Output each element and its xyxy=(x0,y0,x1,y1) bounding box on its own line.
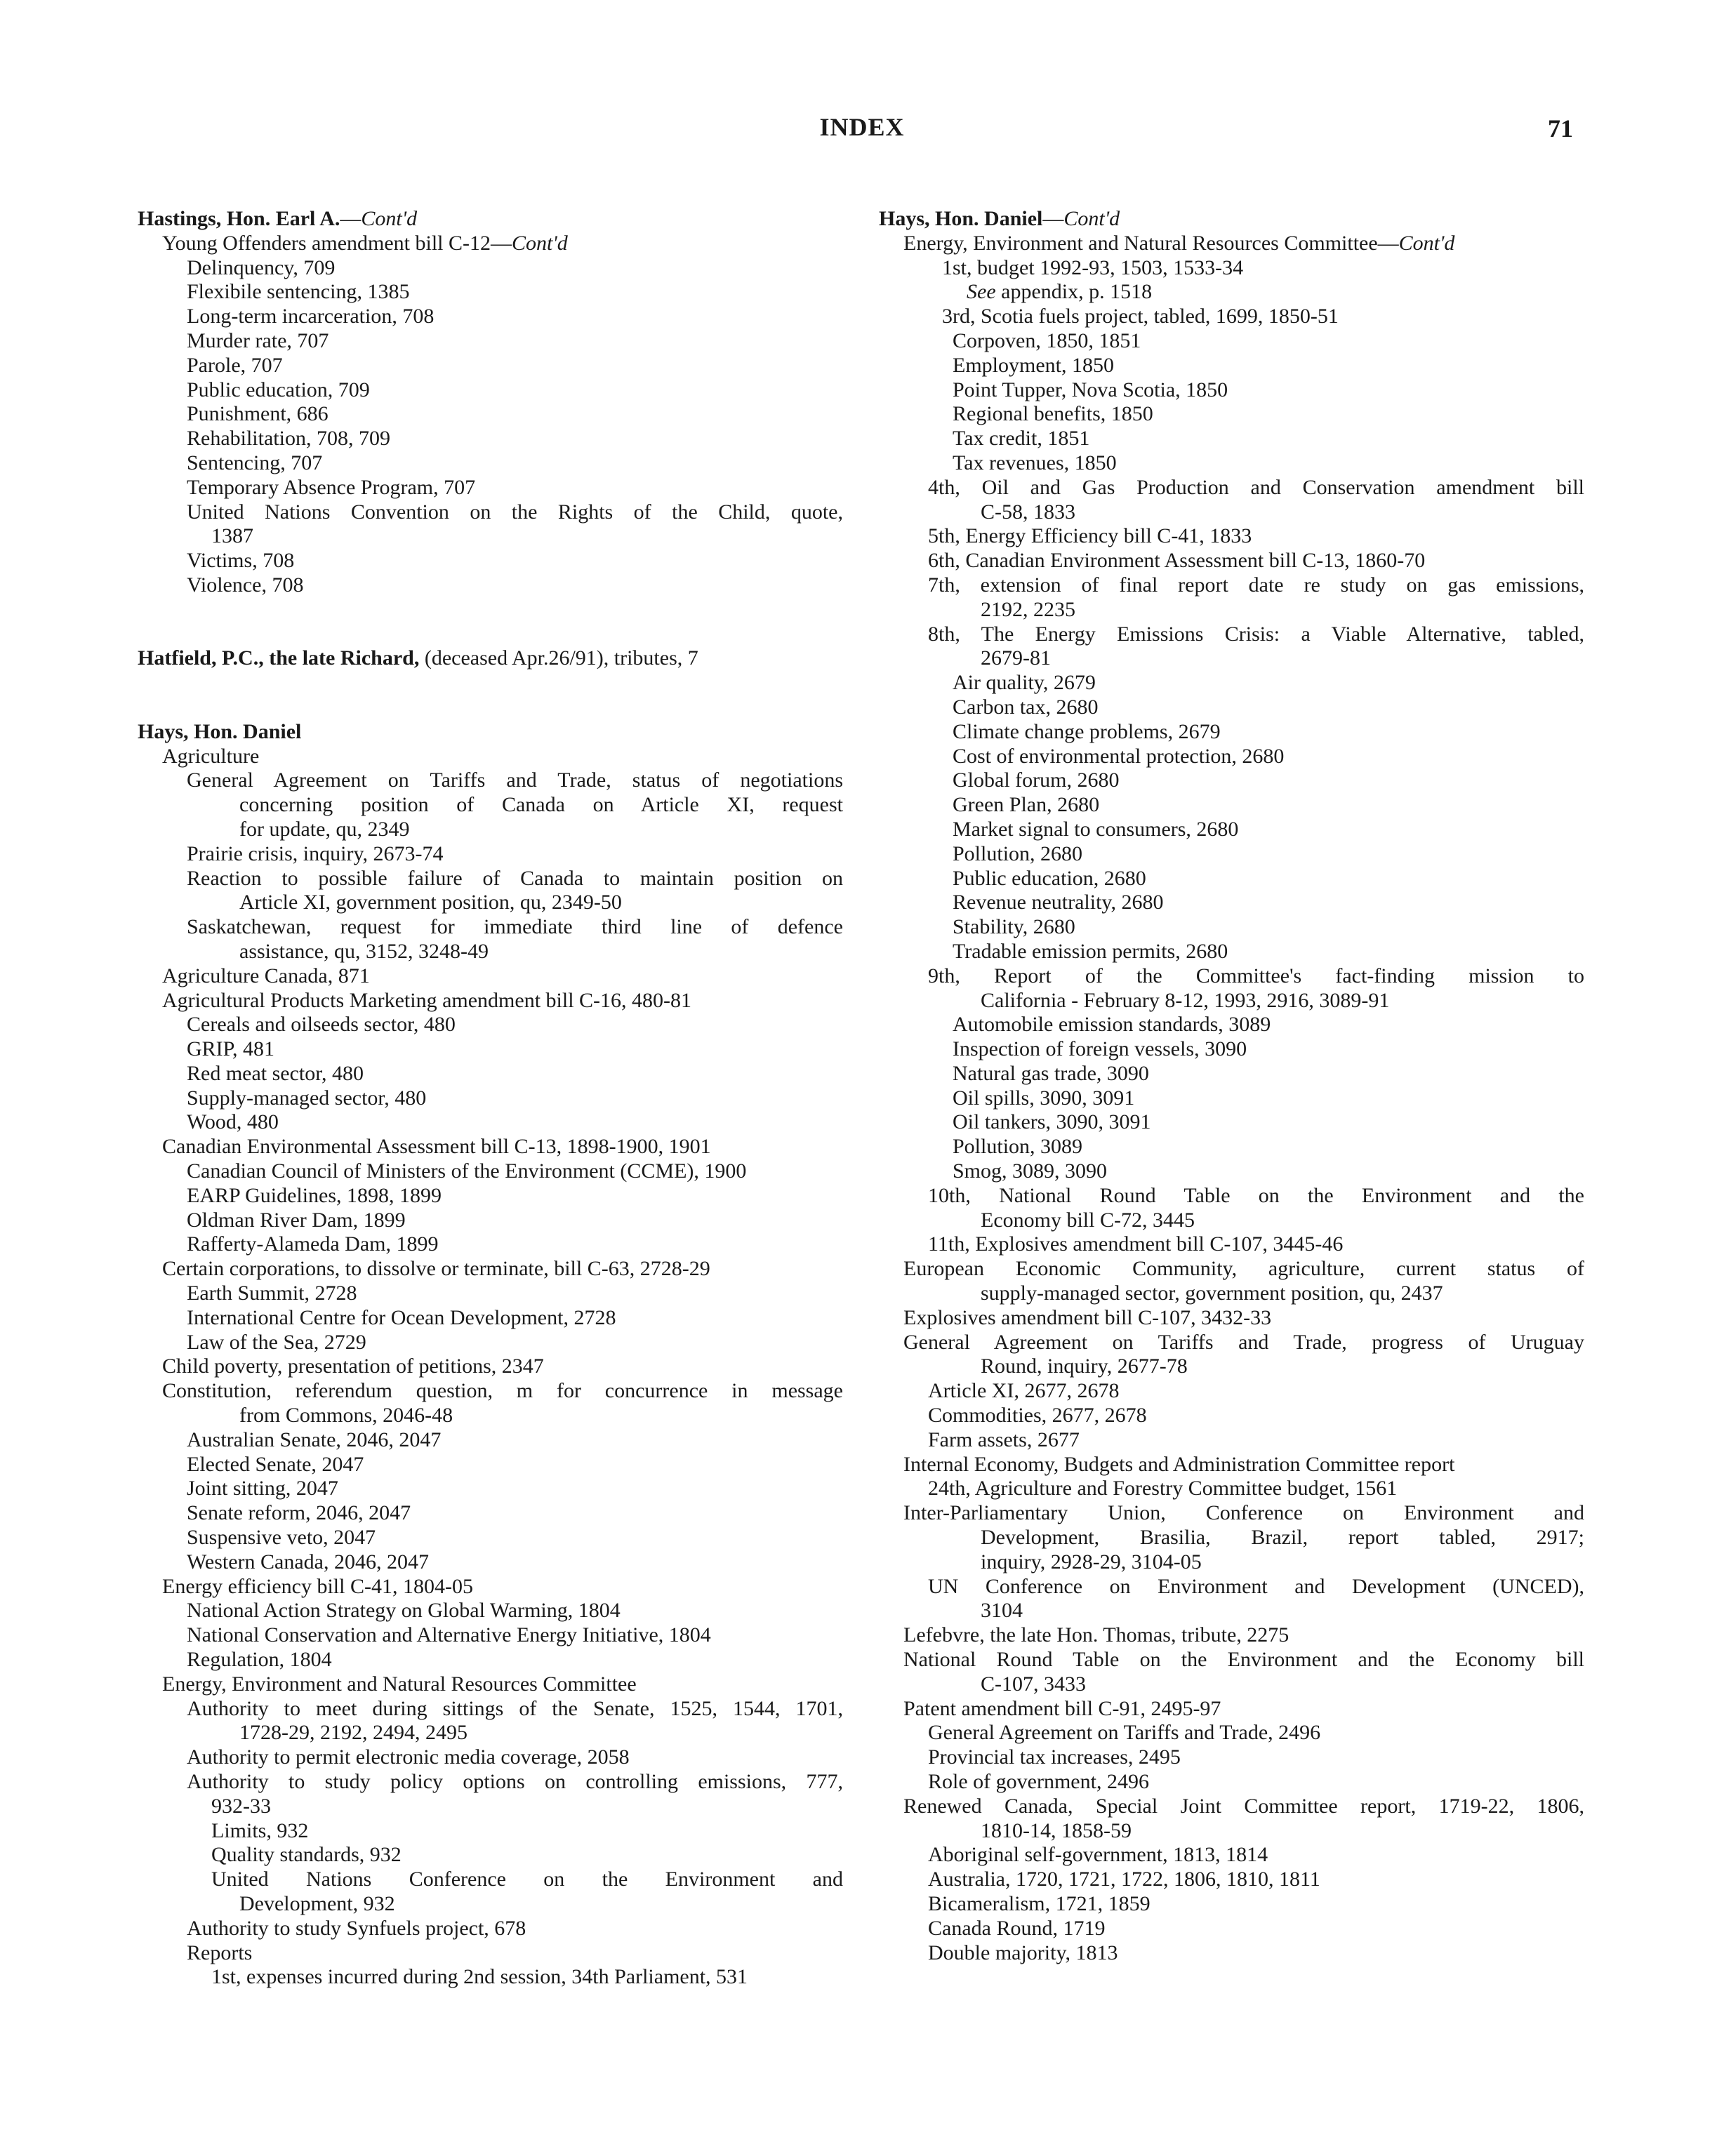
entry-text: Round, inquiry, 2677-78 xyxy=(981,1355,1188,1378)
entry-text: Authority to study Synfuels project, 678 xyxy=(187,1916,526,1940)
entry-text: Suspensive veto, 2047 xyxy=(187,1526,376,1550)
index-heading xyxy=(879,207,1584,232)
index-entry xyxy=(138,1721,843,1745)
entry-text: Article XI, government position, qu, 2349-50 xyxy=(239,891,622,914)
index-entry xyxy=(138,1575,843,1599)
index-entry xyxy=(879,1697,1584,1722)
entry-text: Senate reform, 2046, 2047 xyxy=(187,1501,411,1525)
page-title: INDEX xyxy=(819,113,905,141)
entry-text: Regulation, 1804 xyxy=(187,1648,332,1672)
entry-text: Oldman River Dam, 1899 xyxy=(187,1208,406,1232)
entry-text: 9th, Report of the Committee's fact-finding mission to xyxy=(928,964,1584,987)
entry-text: concerning position of Canada on Article XI, request xyxy=(239,793,843,817)
index-entry xyxy=(879,1062,1584,1086)
entry-text: Certain corporations, to dissolve or terminate, bill C-63, 2728-29 xyxy=(162,1257,710,1281)
entry-text: See xyxy=(967,280,996,304)
index-entry xyxy=(879,1672,1584,1697)
entry-text: Hastings, Hon. Earl A. xyxy=(138,207,340,230)
entry-text: Australian Senate, 2046, 2047 xyxy=(187,1428,442,1451)
index-heading xyxy=(138,207,843,232)
index-entry xyxy=(879,940,1584,964)
entry-text: Australia, 1720, 1721, 1722, 1806, 1810, 1811 xyxy=(928,1868,1320,1891)
index-entry xyxy=(879,232,1584,256)
index-entry xyxy=(879,1257,1584,1282)
index-entry xyxy=(138,524,843,549)
entry-text: Temporary Absence Program, 707 xyxy=(187,475,476,499)
index-entry xyxy=(879,671,1584,696)
entry-text: Stability, 2680 xyxy=(953,915,1075,939)
entry-text: United Nations Conference on the Environment and xyxy=(211,1868,843,1891)
index-entry xyxy=(138,940,843,964)
index-entry xyxy=(879,842,1584,867)
index-entry xyxy=(879,1599,1584,1623)
index-entry xyxy=(879,768,1584,793)
index-entry xyxy=(138,1232,843,1257)
index-entry xyxy=(879,1477,1584,1501)
index-entry xyxy=(879,256,1584,281)
index-entry xyxy=(138,1623,843,1648)
index-entry xyxy=(138,1306,843,1331)
index-entry xyxy=(138,1599,843,1623)
entry-text: Double majority, 1813 xyxy=(928,1941,1118,1964)
index-entry xyxy=(879,1941,1584,1966)
index-entry xyxy=(138,1159,843,1184)
index-entry xyxy=(879,427,1584,451)
index-entry xyxy=(879,1575,1584,1599)
index-column-left xyxy=(138,207,843,1990)
index-entry xyxy=(879,1306,1584,1331)
entry-text: Victims, 708 xyxy=(187,549,295,573)
index-entry xyxy=(879,524,1584,549)
entry-text: (deceased Apr.26/91), tributes, 7 xyxy=(419,646,698,670)
index-entry xyxy=(138,768,843,793)
entry-text: Patent amendment bill C-91, 2495-97 xyxy=(903,1696,1221,1720)
entry-text: Carbon tax, 2680 xyxy=(953,695,1099,719)
index-entry xyxy=(879,598,1584,623)
index-entry xyxy=(879,1843,1584,1868)
entry-spacer xyxy=(138,671,843,720)
entry-text: Canadian Council of Ministers of the Environment (CCME), 1900 xyxy=(187,1159,747,1183)
entry-text: Supply-managed sector, 480 xyxy=(187,1086,427,1110)
index-entry xyxy=(879,1868,1584,1892)
entry-text: Punishment, 686 xyxy=(187,402,329,426)
index-entry xyxy=(138,500,843,525)
index-entry xyxy=(879,1428,1584,1453)
entry-text: 932-33 xyxy=(211,1794,271,1818)
entry-text: Energy efficiency bill C-41, 1804-05 xyxy=(162,1574,473,1598)
entry-text: National Conservation and Alternative Energy Initiative, 1804 xyxy=(187,1623,711,1647)
index-entry xyxy=(879,696,1584,720)
entry-text: Point Tupper, Nova Scotia, 1850 xyxy=(953,378,1228,401)
entry-text: 2679-81 xyxy=(981,646,1051,670)
index-entry xyxy=(879,1819,1584,1844)
entry-text: Reports xyxy=(187,1941,253,1964)
entry-text: Tax credit, 1851 xyxy=(953,427,1090,451)
entry-text: from Commons, 2046-48 xyxy=(239,1404,453,1428)
index-entry xyxy=(879,1453,1584,1477)
index-entry xyxy=(138,1257,843,1282)
index-entry xyxy=(879,1917,1584,1941)
entry-text: Provincial tax increases, 2495 xyxy=(928,1745,1181,1769)
entry-text: appendix, p. 1518 xyxy=(995,280,1153,304)
entry-text: Violence, 708 xyxy=(187,573,304,597)
index-entry xyxy=(879,1892,1584,1917)
index-entry xyxy=(138,1501,843,1526)
index-entry xyxy=(138,1331,843,1355)
entry-text: Development, 932 xyxy=(239,1891,395,1915)
entry-text: Murder rate, 707 xyxy=(187,328,329,352)
entry-text: Cont'd xyxy=(361,207,418,230)
entry-text: Hatfield, P.C., the late Richard, xyxy=(138,646,420,670)
entry-text: Cont'd xyxy=(1063,207,1120,230)
index-entry xyxy=(879,1086,1584,1111)
index-entry xyxy=(138,402,843,427)
entry-text: Young Offenders amendment bill C-12— xyxy=(162,231,512,255)
entry-text: Aboriginal self-government, 1813, 1814 xyxy=(928,1843,1268,1867)
entry-text: Role of government, 2496 xyxy=(928,1770,1149,1793)
entry-text: Economy bill C-72, 3445 xyxy=(981,1208,1195,1232)
entry-text: Wood, 480 xyxy=(187,1110,279,1134)
entry-text: Development, Brasilia, Brazil, report tabled, 2917; xyxy=(981,1526,1584,1550)
entry-text: Canadian Environmental Assessment bill C-13, 1898-1900, 1901 xyxy=(162,1135,711,1159)
entry-text: Cont'd xyxy=(512,231,568,255)
entry-text: General Agreement on Tariffs and Trade, status of negotiations xyxy=(187,768,843,792)
index-entry xyxy=(879,915,1584,940)
entry-text: Renewed Canada, Special Joint Committee report, 1719-22, 1806, xyxy=(903,1794,1584,1818)
entry-text: Reaction to possible failure of Canada to maintain position on xyxy=(187,866,843,890)
entry-text: Article XI, 2677, 2678 xyxy=(928,1379,1120,1403)
index-entry xyxy=(138,1062,843,1086)
index-entry xyxy=(138,1843,843,1868)
entry-text: 3104 xyxy=(981,1599,1023,1623)
entry-text: Revenue neutrality, 2680 xyxy=(953,891,1164,914)
entry-text: Joint sitting, 2047 xyxy=(187,1477,338,1500)
entry-text: assistance, qu, 3152, 3248-49 xyxy=(239,939,489,963)
index-entry xyxy=(879,1232,1584,1257)
entry-text: Agriculture xyxy=(162,744,260,768)
index-entry xyxy=(879,280,1584,305)
index-entry xyxy=(138,1453,843,1477)
index-entry xyxy=(138,305,843,329)
entry-text: 1810-14, 1858-59 xyxy=(981,1818,1132,1842)
entry-text: Rafferty-Alameda Dam, 1899 xyxy=(187,1232,439,1256)
index-entry xyxy=(138,964,843,989)
entry-text: United Nations Convention on the Rights of the Child, quote, xyxy=(187,500,843,524)
entry-text: Cereals and oilseeds sector, 480 xyxy=(187,1013,456,1037)
entry-text: Explosives amendment bill C-107, 3432-33 xyxy=(903,1305,1272,1329)
entry-text: 1387 xyxy=(211,524,253,548)
entry-text: Canada Round, 1719 xyxy=(928,1916,1106,1940)
entry-text: Delinquency, 709 xyxy=(187,255,336,279)
index-entry xyxy=(879,402,1584,427)
entry-text: Green Plan, 2680 xyxy=(953,793,1100,817)
index-entry xyxy=(879,1721,1584,1745)
entry-text: National Action Strategy on Global Warming, 1804 xyxy=(187,1599,621,1623)
index-entry xyxy=(138,256,843,281)
entry-text: 1st, budget 1992-93, 1503, 1533-34 xyxy=(942,255,1244,279)
page-number: 71 xyxy=(1548,114,1573,142)
index-heading xyxy=(138,720,843,745)
index-entry xyxy=(138,1135,843,1159)
index-entry xyxy=(138,1917,843,1941)
index-entry xyxy=(879,1159,1584,1184)
index-entry xyxy=(138,232,843,256)
index-entry xyxy=(879,305,1584,329)
index-entry xyxy=(879,1184,1584,1209)
index-entry xyxy=(138,451,843,476)
index-entry xyxy=(879,1209,1584,1233)
entry-text: Child poverty, presentation of petitions, 2347 xyxy=(162,1355,544,1378)
index-entry xyxy=(879,891,1584,915)
entry-text: Rehabilitation, 708, 709 xyxy=(187,427,390,451)
index-entry xyxy=(879,451,1584,476)
entry-text: C-58, 1833 xyxy=(981,500,1075,524)
entry-text: 8th, The Energy Emissions Crisis: a Viable Alternative, tabled, xyxy=(928,622,1584,646)
index-entry xyxy=(879,964,1584,989)
entry-text: 3rd, Scotia fuels project, tabled, 1699, 1850-51 xyxy=(942,305,1339,328)
index-entry xyxy=(138,1672,843,1697)
index-entry xyxy=(138,1941,843,1966)
entry-text: for update, qu, 2349 xyxy=(239,817,410,841)
entry-text: Pollution, 2680 xyxy=(953,841,1083,865)
index-entry xyxy=(138,1013,843,1037)
entry-text: Internal Economy, Budgets and Administration Committee report xyxy=(903,1452,1455,1476)
index-entry xyxy=(138,1819,843,1844)
index-entry xyxy=(138,1282,843,1306)
index-entry xyxy=(879,1550,1584,1575)
entry-text: Prairie crisis, inquiry, 2673-74 xyxy=(187,841,444,865)
entry-text: Authority to study policy options on controlling emissions, 777, xyxy=(187,1770,843,1793)
entry-text: 7th, extension of final report date re study on gas emissions, xyxy=(928,573,1584,597)
index-entry xyxy=(138,745,843,769)
index-entry xyxy=(879,989,1584,1013)
index-entry xyxy=(138,1745,843,1770)
entry-text: Cost of environmental protection, 2680 xyxy=(953,744,1285,768)
entry-text: supply-managed sector, government position, qu, 2437 xyxy=(981,1282,1443,1305)
entry-text: Farm assets, 2677 xyxy=(928,1428,1080,1451)
entry-text: Corpoven, 1850, 1851 xyxy=(953,328,1141,352)
entry-text: National Round Table on the Environment and the Economy bill xyxy=(903,1648,1584,1672)
index-entry xyxy=(879,1379,1584,1404)
entry-text: Commodities, 2677, 2678 xyxy=(928,1404,1147,1428)
index-entry xyxy=(138,1477,843,1501)
index-entry xyxy=(879,329,1584,354)
entry-spacer xyxy=(138,598,843,647)
entry-text: Red meat sector, 480 xyxy=(187,1061,364,1085)
entry-text: Public education, 709 xyxy=(187,378,370,401)
entry-text: Energy, Environment and Natural Resources Committee xyxy=(162,1672,637,1696)
entry-text: Cont'd xyxy=(1398,231,1455,255)
entry-text: Authority to permit electronic media coverage, 2058 xyxy=(187,1745,630,1769)
entry-text: 24th, Agriculture and Forestry Committee budget, 1561 xyxy=(928,1477,1398,1500)
index-entry xyxy=(879,1013,1584,1037)
entry-text: 6th, Canadian Environment Assessment bill C-13, 1860-70 xyxy=(928,549,1426,573)
index-entry xyxy=(138,427,843,451)
entry-text: Oil spills, 3090, 3091 xyxy=(953,1086,1135,1110)
index-entry xyxy=(138,354,843,378)
entry-text: Inter-Parliamentary Union, Conference on Environment and xyxy=(903,1501,1584,1525)
index-entry xyxy=(879,623,1584,647)
entry-text: Tradable emission permits, 2680 xyxy=(953,939,1228,963)
index-entry xyxy=(138,1428,843,1453)
index-entry xyxy=(138,989,843,1013)
entry-text: EARP Guidelines, 1898, 1899 xyxy=(187,1183,442,1207)
entry-text: Lefebvre, the late Hon. Thomas, tribute, 2275 xyxy=(903,1623,1289,1647)
entry-text: Authority to meet during sittings of the Senate, 1525, 1544, 1701, xyxy=(187,1696,843,1720)
entry-text: inquiry, 2928-29, 3104-05 xyxy=(981,1550,1202,1573)
index-entry xyxy=(138,1770,843,1795)
index-entry xyxy=(138,1697,843,1722)
index-entry xyxy=(138,842,843,867)
index-entry xyxy=(138,549,843,573)
entry-text: 4th, Oil and Gas Production and Conservation amendment bill xyxy=(928,475,1584,499)
index-entry xyxy=(138,1184,843,1209)
entry-text: Bicameralism, 1721, 1859 xyxy=(928,1891,1151,1915)
index-entry xyxy=(879,818,1584,842)
entry-text: Hays, Hon. Daniel xyxy=(879,207,1043,230)
entry-text: — xyxy=(340,207,362,230)
index-entry xyxy=(879,573,1584,598)
entry-text: 2192, 2235 xyxy=(981,597,1075,621)
index-entry xyxy=(138,280,843,305)
entry-text: Parole, 707 xyxy=(187,353,283,377)
entry-text: Air quality, 2679 xyxy=(953,671,1096,695)
index-entry xyxy=(138,1892,843,1917)
index-entry xyxy=(138,1086,843,1111)
entry-text: Earth Summit, 2728 xyxy=(187,1282,357,1305)
index-entry xyxy=(138,818,843,842)
index-entry xyxy=(138,1965,843,1990)
index-entry xyxy=(138,1868,843,1892)
entry-text: Sentencing, 707 xyxy=(187,451,323,474)
entry-text: Oil tankers, 3090, 3091 xyxy=(953,1110,1151,1134)
index-entry xyxy=(879,646,1584,671)
index-entry xyxy=(138,1550,843,1575)
index-entry xyxy=(879,793,1584,818)
entry-text: General Agreement on Tariffs and Trade, 2496 xyxy=(928,1721,1321,1745)
index-entry xyxy=(138,1355,843,1379)
entry-text: Constitution, referendum question, m for concurrence in message xyxy=(162,1379,843,1403)
index-entry xyxy=(138,1037,843,1062)
entry-text: Public education, 2680 xyxy=(953,866,1146,890)
index-entry xyxy=(879,476,1584,500)
entry-text: 1st, expenses incurred during 2nd session, 34th Parliament, 531 xyxy=(211,1965,748,1989)
index-entry xyxy=(879,720,1584,745)
entry-text: Quality standards, 932 xyxy=(211,1843,402,1867)
entry-text: Employment, 1850 xyxy=(953,353,1114,377)
entry-text: Global forum, 2680 xyxy=(953,768,1120,792)
index-entry xyxy=(138,891,843,915)
entry-text: Pollution, 3089 xyxy=(953,1135,1083,1159)
entry-text: Climate change problems, 2679 xyxy=(953,719,1221,743)
entry-text: Flexibile sentencing, 1385 xyxy=(187,280,410,304)
index-heading xyxy=(138,646,843,671)
entry-text: Market signal to consumers, 2680 xyxy=(953,817,1239,841)
index-entry xyxy=(879,549,1584,573)
entry-text: Elected Senate, 2047 xyxy=(187,1452,364,1476)
index-column-right xyxy=(879,207,1584,1965)
entry-text: UN Conference on Environment and Development (UNCED), xyxy=(928,1574,1584,1598)
entry-text: Agriculture Canada, 871 xyxy=(162,964,370,987)
index-entry xyxy=(138,1404,843,1428)
index-entry xyxy=(879,745,1584,769)
index-entry xyxy=(138,1209,843,1233)
index-entry xyxy=(879,1648,1584,1672)
entry-text: 11th, Explosives amendment bill C-107, 3445-46 xyxy=(928,1232,1344,1256)
entry-text: Tax revenues, 1850 xyxy=(953,451,1117,474)
index-entry xyxy=(879,867,1584,891)
entry-text: Limits, 932 xyxy=(211,1818,309,1842)
index-entry xyxy=(879,1355,1584,1379)
entry-text: — xyxy=(1042,207,1064,230)
entry-text: Saskatchewan, request for immediate third line of defence xyxy=(187,915,843,939)
entry-text: Law of the Sea, 2729 xyxy=(187,1330,366,1354)
entry-text: Smog, 3089, 3090 xyxy=(953,1159,1108,1183)
entry-text: California - February 8-12, 1993, 2916, 3089-91 xyxy=(981,988,1390,1012)
index-entry xyxy=(138,378,843,403)
index-entry xyxy=(879,1037,1584,1062)
index-entry xyxy=(138,1795,843,1819)
index-entry xyxy=(138,867,843,891)
entry-text: International Centre for Ocean Development, 2728 xyxy=(187,1305,616,1329)
index-entry xyxy=(879,1501,1584,1526)
entry-text: Regional benefits, 1850 xyxy=(953,402,1153,426)
entry-text: Western Canada, 2046, 2047 xyxy=(187,1550,429,1573)
entry-text: 5th, Energy Efficiency bill C-41, 1833 xyxy=(928,524,1252,548)
index-entry xyxy=(138,1648,843,1672)
index-entry xyxy=(879,1770,1584,1795)
entry-text: Inspection of foreign vessels, 3090 xyxy=(953,1037,1247,1061)
entry-text: Hays, Hon. Daniel xyxy=(138,719,302,743)
index-entry xyxy=(879,1745,1584,1770)
index-entry xyxy=(138,915,843,940)
index-entry xyxy=(879,1795,1584,1819)
index-entry xyxy=(879,1110,1584,1135)
index-entry xyxy=(138,329,843,354)
index-entry xyxy=(879,1331,1584,1355)
entry-text: General Agreement on Tariffs and Trade, progress of Uruguay xyxy=(903,1330,1584,1354)
entry-text: C-107, 3433 xyxy=(981,1672,1086,1696)
entry-text: European Economic Community, agriculture, current status of xyxy=(903,1257,1584,1281)
entry-text: 10th, National Round Table on the Environment and the xyxy=(928,1183,1584,1207)
index-entry xyxy=(879,378,1584,403)
entry-text: GRIP, 481 xyxy=(187,1037,275,1061)
index-entry xyxy=(879,1282,1584,1306)
index-entry xyxy=(138,1110,843,1135)
entry-text: Long-term incarceration, 708 xyxy=(187,305,435,328)
index-entry xyxy=(138,476,843,500)
index-entry xyxy=(879,1526,1584,1550)
entry-text: Natural gas trade, 3090 xyxy=(953,1061,1149,1085)
index-entry xyxy=(138,1526,843,1550)
index-entry xyxy=(138,573,843,598)
index-entry xyxy=(879,354,1584,378)
entry-text: Automobile emission standards, 3089 xyxy=(953,1013,1271,1037)
index-entry xyxy=(138,793,843,818)
entry-text: 1728-29, 2192, 2494, 2495 xyxy=(239,1721,468,1745)
index-entry xyxy=(879,1623,1584,1648)
entry-text: Energy, Environment and Natural Resources Committee— xyxy=(903,231,1399,255)
index-entry xyxy=(879,1135,1584,1159)
index-entry xyxy=(879,1404,1584,1428)
index-entry xyxy=(138,1379,843,1404)
index-entry xyxy=(879,500,1584,525)
entry-text: Agricultural Products Marketing amendment bill C-16, 480-81 xyxy=(162,988,692,1012)
